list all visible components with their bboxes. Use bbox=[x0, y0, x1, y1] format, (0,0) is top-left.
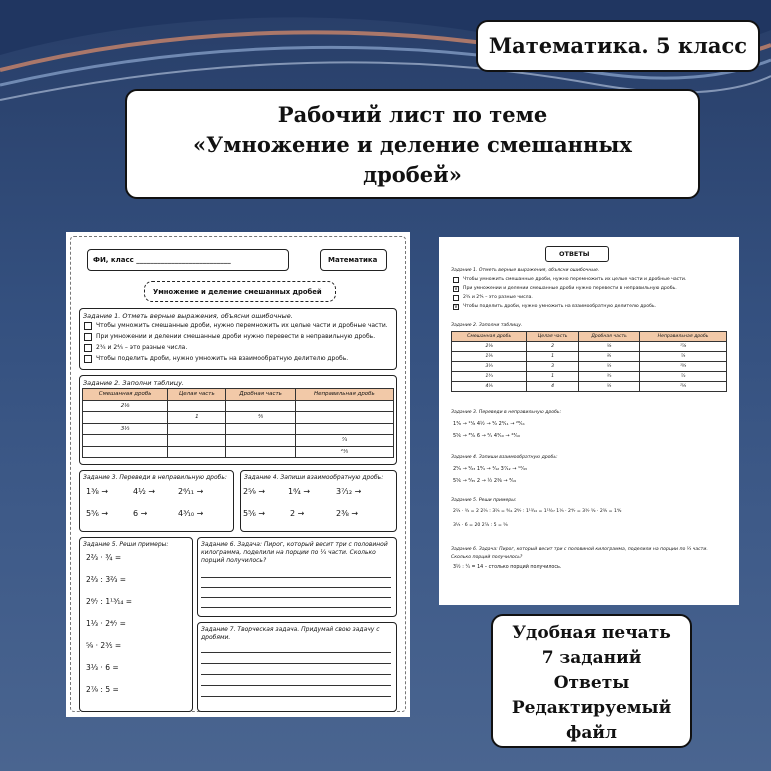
table-row bbox=[452, 362, 727, 372]
title-line: «Умножение и деление смешанных bbox=[193, 132, 632, 157]
task2-table bbox=[82, 388, 394, 458]
table-cell: ⁷⁄₄ bbox=[640, 372, 727, 382]
table-cell[interactable]: 1 bbox=[168, 412, 226, 424]
subject-label: Математика. 5 класс bbox=[476, 20, 760, 72]
table-row bbox=[83, 412, 394, 424]
table-cell[interactable] bbox=[226, 446, 295, 458]
task7-title: Задание 7. Творческая задача. Придумай свою задачу с дробями. bbox=[201, 626, 380, 641]
table-cell: ⁷⁄₅ bbox=[640, 352, 727, 362]
table-cell: 1¾ bbox=[452, 372, 527, 382]
table-cell: ⅓ bbox=[578, 362, 639, 372]
task4-item: 5⅚ → bbox=[243, 509, 266, 518]
answers-task5-line: 3⅓ · 6 = 20 2⁷⁄₉ : 5 = ⁵⁄₉ bbox=[453, 523, 508, 528]
table-row bbox=[452, 342, 727, 352]
table-row bbox=[83, 446, 394, 458]
task3-item: 4½ → bbox=[133, 487, 156, 496]
answers-task5-line: 2⅔ · ¾ = 2 2⅔ : 3⅔ = ⁸⁄₁₁ 2⁶⁄₇ : 1¹³⁄₁₄ = 1¹³⁄₂₇ 1⅓ · 2⁴⁄₇ = 3³⁄₇ ⁵⁄₉ · 2³⁄₅ = 1⁴⁄₉ bbox=[453, 509, 622, 514]
answers-task5-title: Задание 5. Реши примеры: bbox=[451, 498, 517, 503]
table-header: Дробная часть bbox=[578, 332, 639, 342]
table-row bbox=[452, 382, 727, 392]
answer-line bbox=[201, 577, 391, 578]
task5-item: 2⁶⁄₇ : 1¹³⁄₁₄ = bbox=[86, 597, 133, 606]
worksheet-topic: Умножение и деление смешанных дробей bbox=[153, 288, 322, 296]
task1-item: При умножении и делении смешанные дроби нужно перевести в неправильную дробь. bbox=[96, 333, 376, 340]
task1-checkbox[interactable] bbox=[84, 322, 92, 330]
table-cell[interactable]: ⁷⁄₄ bbox=[295, 435, 393, 447]
table-cell[interactable]: ²¹⁄₅ bbox=[295, 446, 393, 458]
answers-task1-title: Задание 1. Отметь верные выражения, объясни ошибочные. bbox=[451, 268, 600, 273]
table-cell: ¹⁷⁄₈ bbox=[640, 342, 727, 352]
task4-item: 3⁷⁄₁₂ → bbox=[336, 487, 362, 496]
task1-title: Задание 1. Отметь верные выражения, объясни ошибочные. bbox=[83, 312, 293, 320]
table-row bbox=[452, 352, 727, 362]
task5-item: 2⁷⁄₉ : 5 = bbox=[86, 685, 119, 694]
task4-item: 1⁸⁄₄ → bbox=[288, 487, 311, 496]
answers-task4-line: 2⁵⁄₉ → ⁹⁄₂₃ 1⁸⁄₄ → ⁴⁄₁₂ 3⁷⁄₁₂ → ¹²⁄₄₃ bbox=[453, 466, 527, 472]
answer-item: Чтобы поделить дроби, нужно умножить на взаимообратную делителю дробь. bbox=[463, 304, 657, 309]
table-header: Целая часть bbox=[168, 389, 226, 401]
table-cell: ⅕ bbox=[578, 382, 639, 392]
table-cell[interactable] bbox=[83, 446, 168, 458]
task5-item: 3⅓ · 6 = bbox=[86, 663, 119, 672]
answers-task6-title: Задание 6. Задача: Пирог, который весит три с половиной килограмма, поделили на порции по ¼ части. bbox=[451, 547, 708, 552]
table-row bbox=[83, 400, 394, 412]
answer-item: При умножении и делении смешанные дроби нужно перевести в неправильную дробь. bbox=[463, 286, 677, 291]
answer-check bbox=[453, 295, 459, 301]
table-cell[interactable] bbox=[226, 435, 295, 447]
task1-checkbox[interactable] bbox=[84, 344, 92, 352]
answer-line bbox=[201, 696, 391, 697]
table-cell: ²¹⁄₅ bbox=[640, 382, 727, 392]
answer-item: Чтобы умножить смешанные дроби, нужно перемножить их целые части и дробные части. bbox=[463, 277, 687, 282]
task2-title: Задание 2. Заполни таблицу. bbox=[83, 379, 185, 387]
answers-task4-line: 5⅚ → ⁶⁄₃₅ 2 → ½ 2⅜ → ⁸⁄₁₉ bbox=[453, 478, 517, 484]
table-cell[interactable] bbox=[83, 435, 168, 447]
table-header: Неправильная дробь bbox=[295, 389, 393, 401]
table-cell: 3 bbox=[527, 362, 579, 372]
feature-item: Редактируемый bbox=[511, 698, 672, 718]
task3-item: 5⅚ → bbox=[86, 509, 109, 518]
feature-item: файл bbox=[566, 723, 617, 743]
page-title bbox=[125, 89, 700, 199]
answer-line bbox=[201, 652, 391, 653]
task5-item: ⁵⁄₉ · 2³⁄₅ = bbox=[86, 641, 122, 650]
task6-title: Задание 6. Задача: Пирог, который весит три с половиной килограмма, поделили на порции по ¼ части. Сколько порций получилось? bbox=[201, 541, 388, 564]
table-cell[interactable] bbox=[168, 400, 226, 412]
table-cell[interactable]: 2⅛ bbox=[83, 400, 168, 412]
feature-item: Удобная печать bbox=[512, 623, 671, 643]
table-header: Смешанная дробь bbox=[452, 332, 527, 342]
table-cell: 2 bbox=[527, 342, 579, 352]
table-row bbox=[83, 435, 394, 447]
table-cell[interactable] bbox=[295, 412, 393, 424]
features-box bbox=[491, 614, 692, 748]
answer-check: V bbox=[454, 304, 458, 310]
answers-title: ОТВЕТЫ bbox=[559, 250, 590, 258]
table-cell[interactable]: ²⁄₅ bbox=[226, 412, 295, 424]
table-cell: 4 bbox=[527, 382, 579, 392]
table-header: Смешанная дробь bbox=[83, 389, 168, 401]
feature-item: 7 заданий bbox=[541, 648, 642, 668]
answer-line bbox=[201, 663, 391, 664]
table-cell: 1 bbox=[527, 352, 579, 362]
table-cell[interactable] bbox=[226, 400, 295, 412]
answers-task4-title: Задание 4. Запиши взаимообратную дробь: bbox=[451, 455, 558, 460]
answers-task6-answer: 3½ : ¼ = 14 – столько порций получилось. bbox=[453, 565, 562, 570]
task3-item: 4³⁄₁₀ → bbox=[178, 509, 204, 518]
answers-task3-title: Задание 3. Переведи в неправильную дробь: bbox=[451, 410, 562, 415]
table-cell: ¾ bbox=[578, 372, 639, 382]
answers-task3-line: 1³⁄₈ → ¹¹⁄₈ 4½ → ⁹⁄₂ 2⁶⁄₁₁ → ²⁸⁄₁₁ bbox=[453, 421, 525, 427]
table-header: Дробная часть bbox=[226, 389, 295, 401]
task5-item: 2⅔ · ¾ = bbox=[86, 553, 122, 562]
name-label: ФИ, класс ___________________________ bbox=[93, 256, 231, 264]
task5-item: 1⅓ · 2⁴⁄₇ = bbox=[86, 619, 126, 628]
task1-item: 2¾ и 2⁴⁄₅ – это разные числа. bbox=[96, 344, 188, 351]
worksheet-preview bbox=[66, 232, 410, 717]
task4-item: 2 → bbox=[290, 509, 305, 518]
task1-checkbox[interactable] bbox=[84, 355, 92, 363]
table-cell[interactable] bbox=[226, 423, 295, 435]
table-cell[interactable] bbox=[168, 435, 226, 447]
table-cell: ⅛ bbox=[578, 342, 639, 352]
task3-item: 2⁶⁄₁₁ → bbox=[178, 487, 204, 496]
answer-check: V bbox=[454, 286, 458, 292]
task4-title: Задание 4. Запиши взаимообратную дробь: bbox=[244, 474, 384, 481]
table-row bbox=[452, 372, 727, 382]
task4-item: 2⅜ → bbox=[336, 509, 359, 518]
task5-item: 2⅔ : 3⅔ = bbox=[86, 575, 127, 584]
task3-item: 1³⁄₈ → bbox=[86, 487, 109, 496]
task4-item: 2⁵⁄₉ → bbox=[243, 487, 266, 496]
table-cell: 3⅓ bbox=[452, 362, 527, 372]
task3-item: 6 → bbox=[133, 509, 148, 518]
table-cell[interactable] bbox=[168, 423, 226, 435]
table-cell[interactable] bbox=[83, 412, 168, 424]
table-cell: 2⅛ bbox=[452, 342, 527, 352]
task3-title: Задание 3. Переведи в неправильную дробь: bbox=[83, 474, 227, 481]
answer-line bbox=[201, 685, 391, 686]
answers-task6-question: Сколько порций получилось? bbox=[451, 555, 523, 560]
answer-line bbox=[201, 607, 391, 608]
task1-item: Чтобы умножить смешанные дроби, нужно перемножить их целые части и дробные части. bbox=[96, 322, 388, 329]
title-line: Рабочий лист по теме bbox=[277, 102, 548, 127]
table-header: Неправильная дробь bbox=[640, 332, 727, 342]
task5-title: Задание 5. Реши примеры: bbox=[83, 541, 169, 548]
table-cell: 1²⁄₅ bbox=[452, 352, 527, 362]
task1-checkbox[interactable] bbox=[84, 333, 92, 341]
table-cell[interactable] bbox=[295, 423, 393, 435]
answer-line bbox=[201, 597, 391, 598]
answers-task2-title: Задание 2. Заполни таблицу. bbox=[451, 323, 523, 328]
table-cell: ¹⁰⁄₃ bbox=[640, 362, 727, 372]
table-header: Целая часть bbox=[527, 332, 579, 342]
answers-table bbox=[451, 331, 727, 392]
answer-line bbox=[201, 674, 391, 675]
answers-preview bbox=[439, 237, 739, 605]
table-cell: 4⅕ bbox=[452, 382, 527, 392]
title-line: дробей» bbox=[363, 162, 462, 187]
table-cell[interactable] bbox=[168, 446, 226, 458]
table-cell: 1 bbox=[527, 372, 579, 382]
answers-task3-line: 5⅚ → ³⁵⁄₆ 6 → ⁶⁄₁ 4³⁄₁₀ → ⁴³⁄₁₀ bbox=[453, 433, 521, 439]
table-cell[interactable] bbox=[295, 400, 393, 412]
table-cell: ²⁄₅ bbox=[578, 352, 639, 362]
feature-item: Ответы bbox=[553, 673, 630, 693]
answer-item: 2¾ и 2⁴⁄₅ – это разные числа. bbox=[463, 295, 533, 300]
answer-check bbox=[453, 277, 459, 283]
table-row bbox=[83, 423, 394, 435]
task1-item: Чтобы поделить дроби, нужно умножить на взаимообратную делителю дробь. bbox=[96, 355, 349, 362]
table-cell[interactable]: 3⅓ bbox=[83, 423, 168, 435]
answer-line bbox=[201, 587, 391, 588]
worksheet-subject: Математика bbox=[328, 256, 378, 264]
